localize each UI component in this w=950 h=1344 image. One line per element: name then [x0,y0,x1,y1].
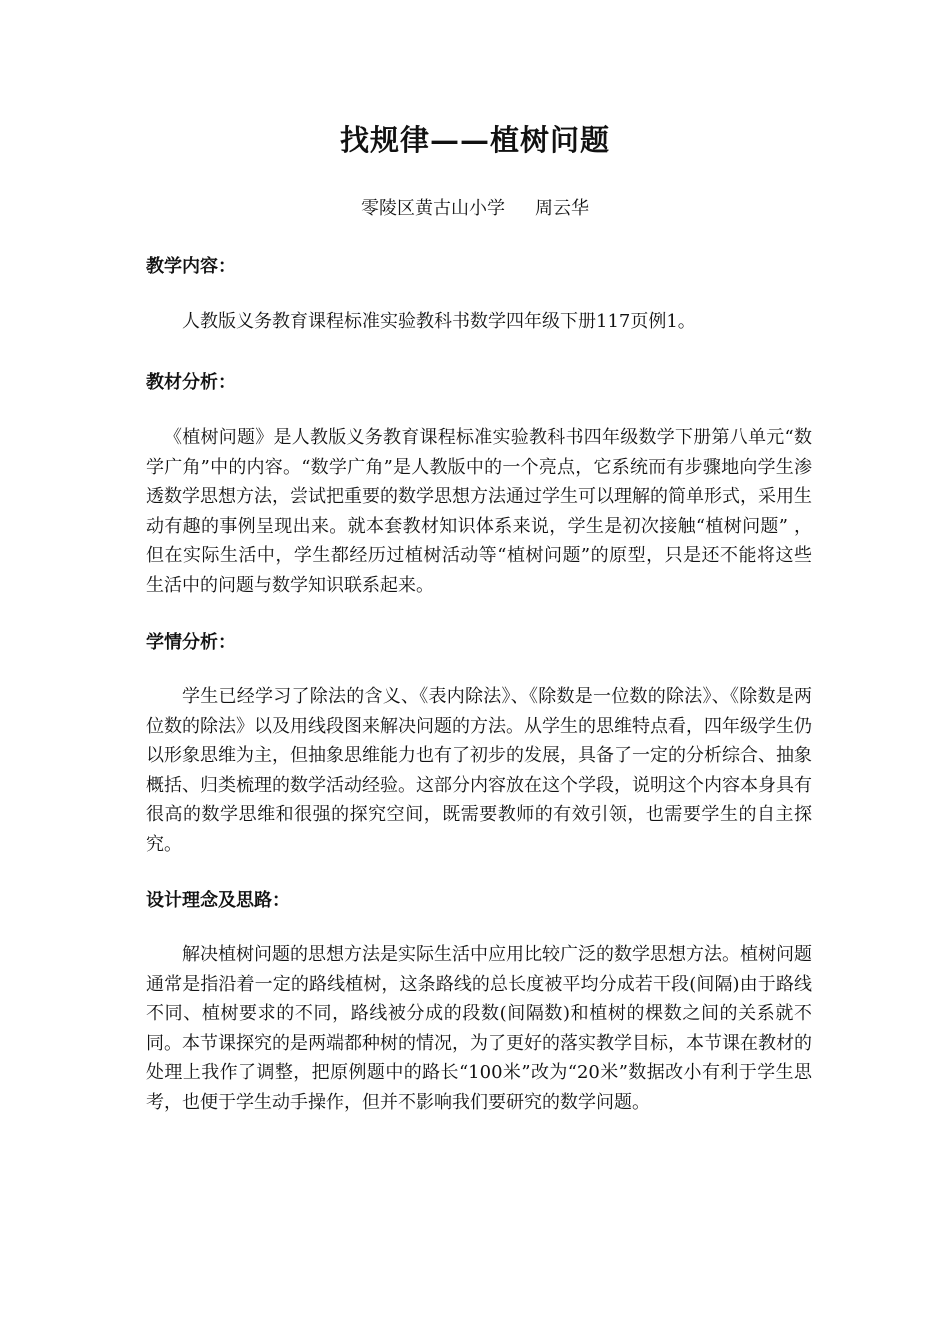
document-title: 找规律——植树问题 [339,123,610,157]
section-heading-textbook-analysis: 教材分析： [146,372,236,393]
section-heading-teaching-content: 教学内容： [146,256,236,277]
author-line [0,194,950,224]
section-text-design-concept: 解决植树问题的思想方法是实际生活中应用比较广泛的数学思想方法。植树问题通常是指沿着一定的路线植树，这条路线的总长度被平均分成若干段(间隔)由于路线不同、植树要求的不同，路线被分成的段数(间隔数)和植树的棵数之间的关系就不同。本节课探究的是两端都种树的情况，为了更好的落实教学目标，本节课在教材的处理上我作了调整，把原例题中的路长“100米”改为“20米”数据改小有利于学生思考，也便于学生动手操作，但并不影响我们要研究的数学问题。 [146,944,812,1113]
section-heading-design-concept: 设计理念及思路： [146,890,290,911]
section-text-student-analysis: 学生已经学习了除法的含义、《表内除法》、《除数是一位数的除法》、《除数是两位数的除法》以及用线段图来解决问题的方法。从学生的思维特点看，四年级学生仍以形象思维为主，但抽象思维能力也有了初步的发展，具备了一定的分析综合、抽象概括、归类梳理的数学活动经验。这部分内容放在这个学段，说明这个内容本身具有很高的数学思维和很强的探究空间，既需要教师的有效引领，也需要学生的自主探究。 [146,686,812,855]
section-text-textbook-analysis: 《植树问题》是人教版义务教育课程标准实验教科书四年级数学下册第八单元“数学广角”中的内容。“数学广角”是人教版中的一个亮点，它系统而有步骤地向学生渗透数学思想方法，尝试把重要的数学思想方法通过学生可以理解的简单形式，采用生动有趣的事例呈现出来。就本套教材知识体系来说，学生是初次接触“植树问题” ，但在实际生活中，学生都经历过植树活动等“植树问题”的原型，只是还不能将这些生活中的问题与数学知识联系起来。 [146,427,812,596]
author-name: 周云华 [535,198,589,219]
school-name: 零陵区黄古山小学 [361,198,505,219]
section-text-teaching-content: 人教版义务教育课程标准实验教科书数学四年级下册117页例1。 [182,311,696,332]
section-heading-student-analysis: 学情分析： [146,632,236,653]
